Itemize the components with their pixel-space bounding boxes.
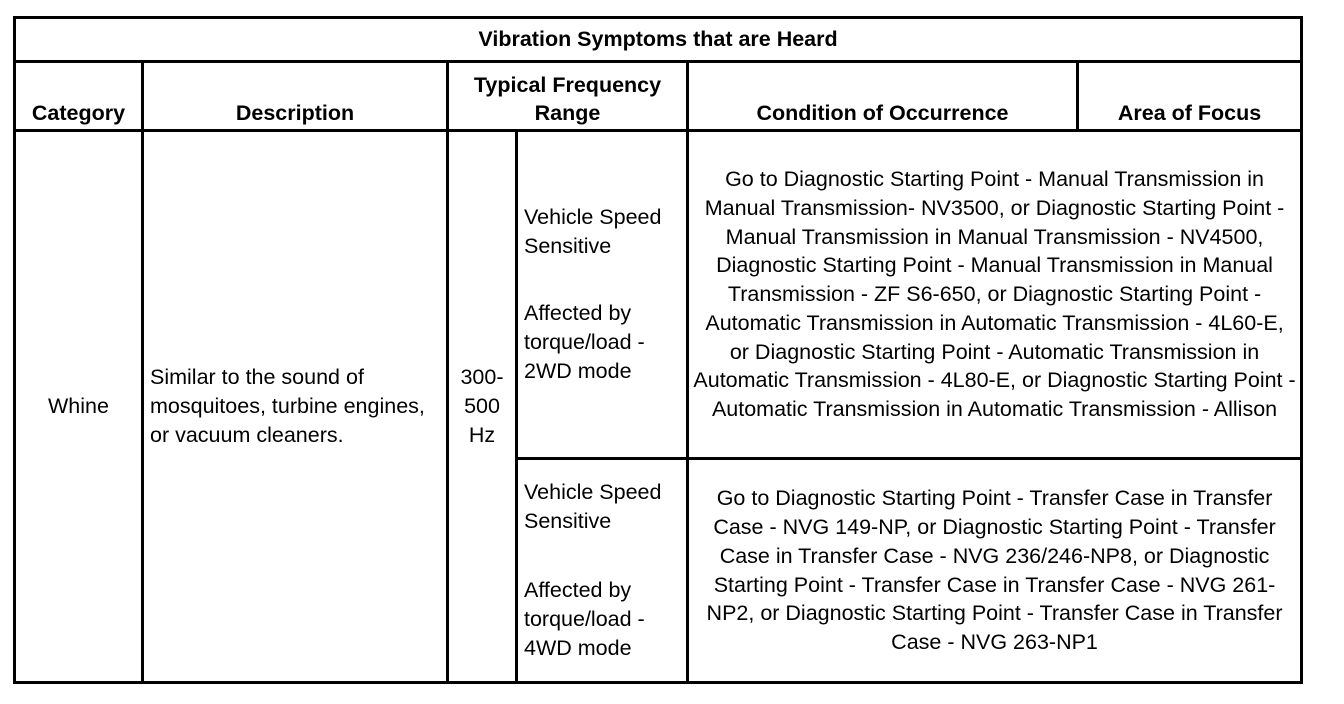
header-row	[15, 62, 1302, 131]
header-category: Category	[15, 62, 143, 131]
area-of-focus-cell: Go to Diagnostic Starting Point - Manual Transmission in Manual Transmission- NV3500, or Diagnostic Starting Point - Manual Transmission in Manual Transmission - NV4500, Diagnostic Starting Point - Manual Transmission in Manual Transmission - ZF S6-650, or Diagnostic Starting Point - Automatic Transmission in Automatic Transmission - 4L60-E, or Diagnostic Starting Point - Automatic Transmission in Automatic Transmission - 4L80-E, or Diagnostic Starting Point - Automatic Transmission in Automatic Transmission - Allison	[688, 131, 1302, 459]
condition-cell	[517, 131, 688, 459]
frequency-cell: 300-500 Hz	[448, 131, 517, 683]
condition-item: Vehicle Speed Sensitive	[524, 480, 662, 533]
title-row	[15, 18, 1302, 62]
condition-item: Affected by torque/load - 4WD mode	[524, 578, 645, 660]
header-area-of-focus: Area of Focus	[1078, 62, 1302, 131]
header-frequency-range: Typical Frequency Range	[448, 62, 688, 131]
condition-item: Vehicle Speed Sensitive	[524, 205, 662, 258]
category-cell: Whine	[15, 131, 143, 683]
table-title: Vibration Symptoms that are Heard	[15, 18, 1302, 62]
vibration-symptoms-table	[13, 16, 1303, 684]
header-condition: Condition of Occurrence	[688, 62, 1078, 131]
description-cell: Similar to the sound of mosquitoes, turbine engines, or vacuum cleaners.	[143, 131, 448, 683]
header-description: Description	[143, 62, 448, 131]
table-row	[15, 131, 1302, 459]
condition-cell	[517, 459, 688, 683]
area-of-focus-cell: Go to Diagnostic Starting Point - Transfer Case in Transfer Case - NVG 149-NP, or Diagnostic Starting Point - Transfer Case in Transfer Case - NVG 236/246-NP8, or Diagnostic Starting Point - Transfer Case in Transfer Case - NVG 261-NP2, or Diagnostic Starting Point - Transfer Case in Transfer Case - NVG 263-NP1	[688, 459, 1302, 683]
condition-item: Affected by torque/load - 2WD mode	[524, 301, 645, 383]
